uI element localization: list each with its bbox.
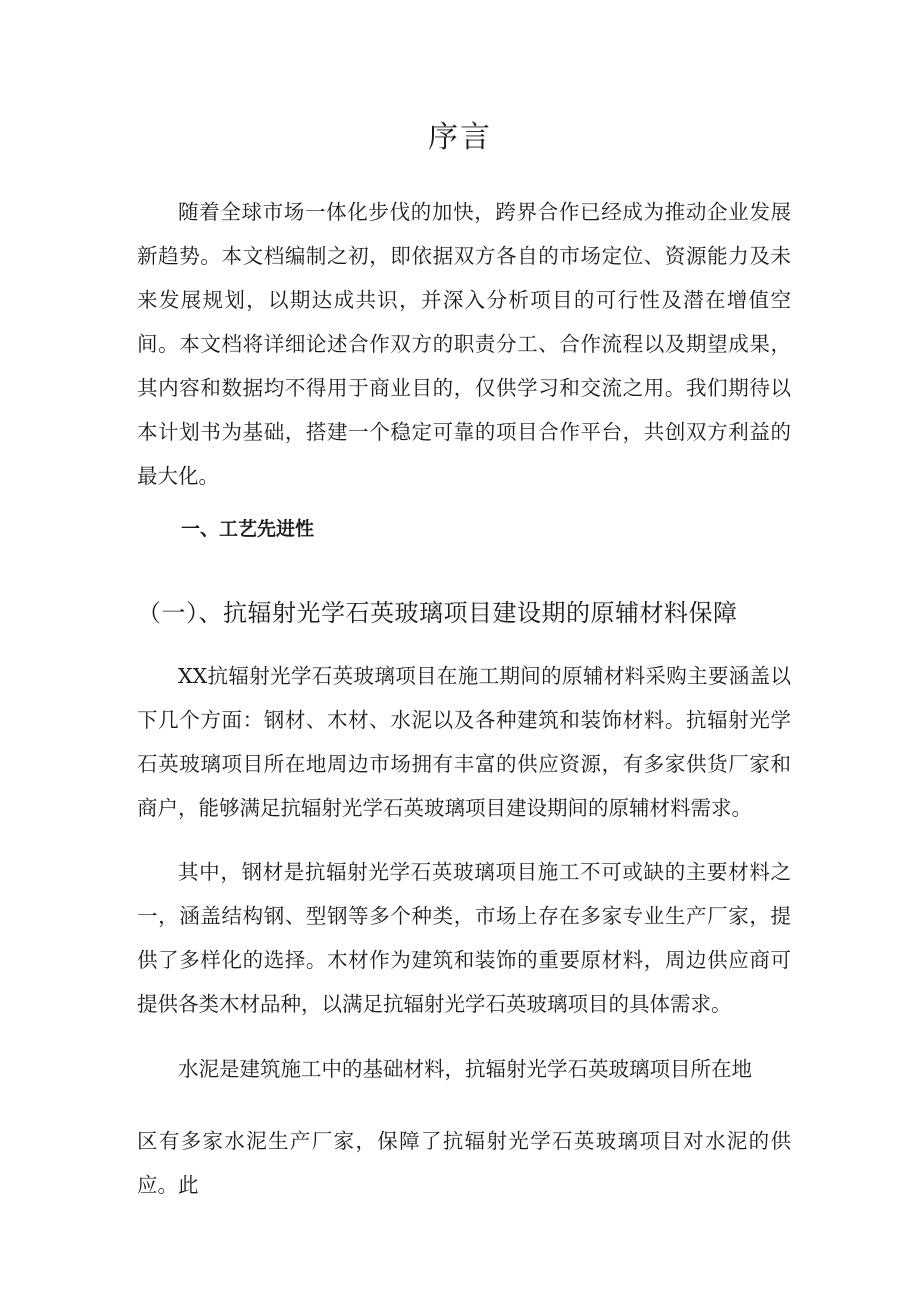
body-paragraph-1: XX抗辐射光学石英玻璃项目在施工期间的原辅材料采购主要涵盖以下几个方面：钢材、木材、水泥以及各种建筑和装饰材料。抗辐射光学石英玻璃项目所在地周边市场拥有丰富的供应资源，有多家供货厂家和商户，能够满足抗辐射光学石英玻璃项目建设期间的原辅材料需求。 bbox=[137, 664, 791, 820]
subsection-heading: （一）、抗辐射光学石英玻璃项目建设期的原辅材料保障 bbox=[137, 599, 738, 627]
section-heading: 一、工艺先进性 bbox=[181, 518, 315, 540]
body-paragraph-3: 水泥是建筑施工中的基础材料，抗辐射光学石英玻璃项目所在地 bbox=[178, 1057, 752, 1081]
page-title: 序言 bbox=[428, 120, 492, 155]
body-paragraph-2: 其中，钢材是抗辐射光学石英玻璃项目施工不可或缺的主要材料之一，涵盖结构钢、型钢等多个种类，市场上存在多家专业生产厂家，提供了多样化的选择。木材作为建筑和装饰的重要原材料，周边供应商可提供各类木材品种，以满足抗辐射光学石英玻璃项目的具体需求。 bbox=[137, 860, 791, 1016]
preface-paragraph: 随着全球市场一体化步伐的加快，跨界合作已经成为推动企业发展新趋势。本文档编制之初，即依据双方各自的市场定位、资源能力及未来发展规划，以期达成共识，并深入分析项目的可行性及潜在增值空间。本文档将详细论述合作双方的职责分工、合作流程以及期望成果，其内容和数据均不得用于商业目的，仅供学习和交流之用。我们期待以本计划书为基础，搭建一个稳定可靠的项目合作平台，共创双方利益的最大化。 bbox=[137, 200, 791, 488]
body-paragraph-4: 区有多家水泥生产厂家，保障了抗辐射光学石英玻璃项目对水泥的供应。此 bbox=[137, 1129, 791, 1197]
